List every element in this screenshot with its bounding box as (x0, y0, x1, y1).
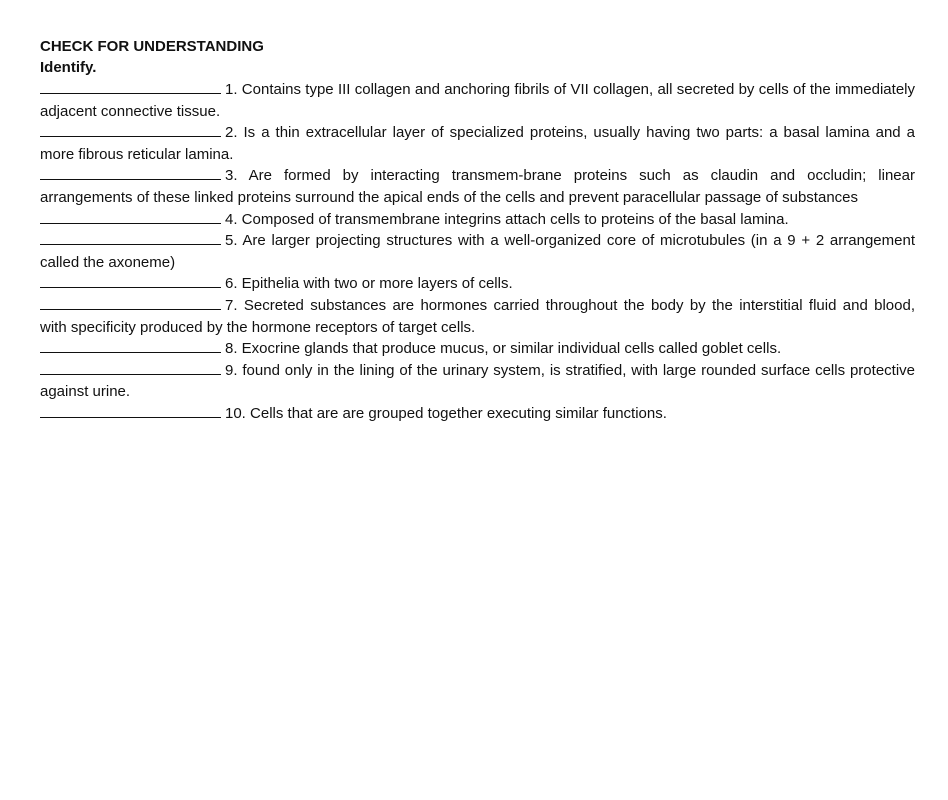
question-text: 5. Are larger projecting structures with a well-organized core of microtubules (in a 9 + 2 arrangement called the axoneme) (40, 232, 915, 271)
answer-blank[interactable] (40, 295, 221, 310)
question-item (40, 122, 915, 165)
question-item (40, 295, 915, 338)
question-list (40, 79, 915, 425)
question-text: 10. Cells that are are grouped together executing similar functions. (225, 404, 667, 422)
question-item (40, 165, 915, 208)
question-item (40, 273, 915, 295)
answer-blank[interactable] (40, 403, 221, 418)
worksheet (40, 37, 915, 425)
question-text: 4. Composed of transmembrane integrins attach cells to proteins of the basal lamina. (225, 210, 789, 228)
question-item (40, 403, 915, 425)
answer-blank[interactable] (40, 230, 221, 245)
question-item (40, 360, 915, 403)
answer-blank[interactable] (40, 209, 221, 224)
answer-blank[interactable] (40, 338, 221, 353)
question-text: 3. Are formed by interacting transmem-brane proteins such as claudin and occludin; linear arrangements of these linked proteins surround the apical ends of the cells and prevent paracellular passage of substances (40, 167, 915, 206)
answer-blank[interactable] (40, 273, 221, 288)
instruction-text: Identify. (40, 59, 97, 76)
question-text: 2. Is a thin extracellular layer of specialized proteins, usually having two parts: a basal lamina and a more fibrous reticular lamina. (40, 124, 915, 163)
answer-blank[interactable] (40, 165, 221, 180)
question-item (40, 338, 915, 360)
answer-blank[interactable] (40, 79, 221, 94)
question-item (40, 230, 915, 273)
question-text: 7. Secreted substances are hormones carried throughout the body by the interstitial fluid and blood, with specificity produced by the hormone receptors of target cells. (40, 296, 915, 336)
question-text: 6. Epithelia with two or more layers of cells. (225, 275, 513, 293)
worksheet-title: CHECK FOR UNDERSTANDING (40, 38, 264, 55)
question-text: 1. Contains type III collagen and anchoring fibrils of VII collagen, all secreted by cells of the immediately adjacent connective tissue. (40, 81, 915, 120)
question-item (40, 209, 915, 231)
answer-blank[interactable] (40, 360, 221, 375)
question-text: 9. found only in the lining of the urinary system, is stratified, with large rounded surface cells protective against urine. (40, 361, 915, 401)
question-item (40, 79, 915, 122)
answer-blank[interactable] (40, 122, 221, 137)
question-text: 8. Exocrine glands that produce mucus, or similar individual cells called goblet cells. (225, 340, 782, 358)
